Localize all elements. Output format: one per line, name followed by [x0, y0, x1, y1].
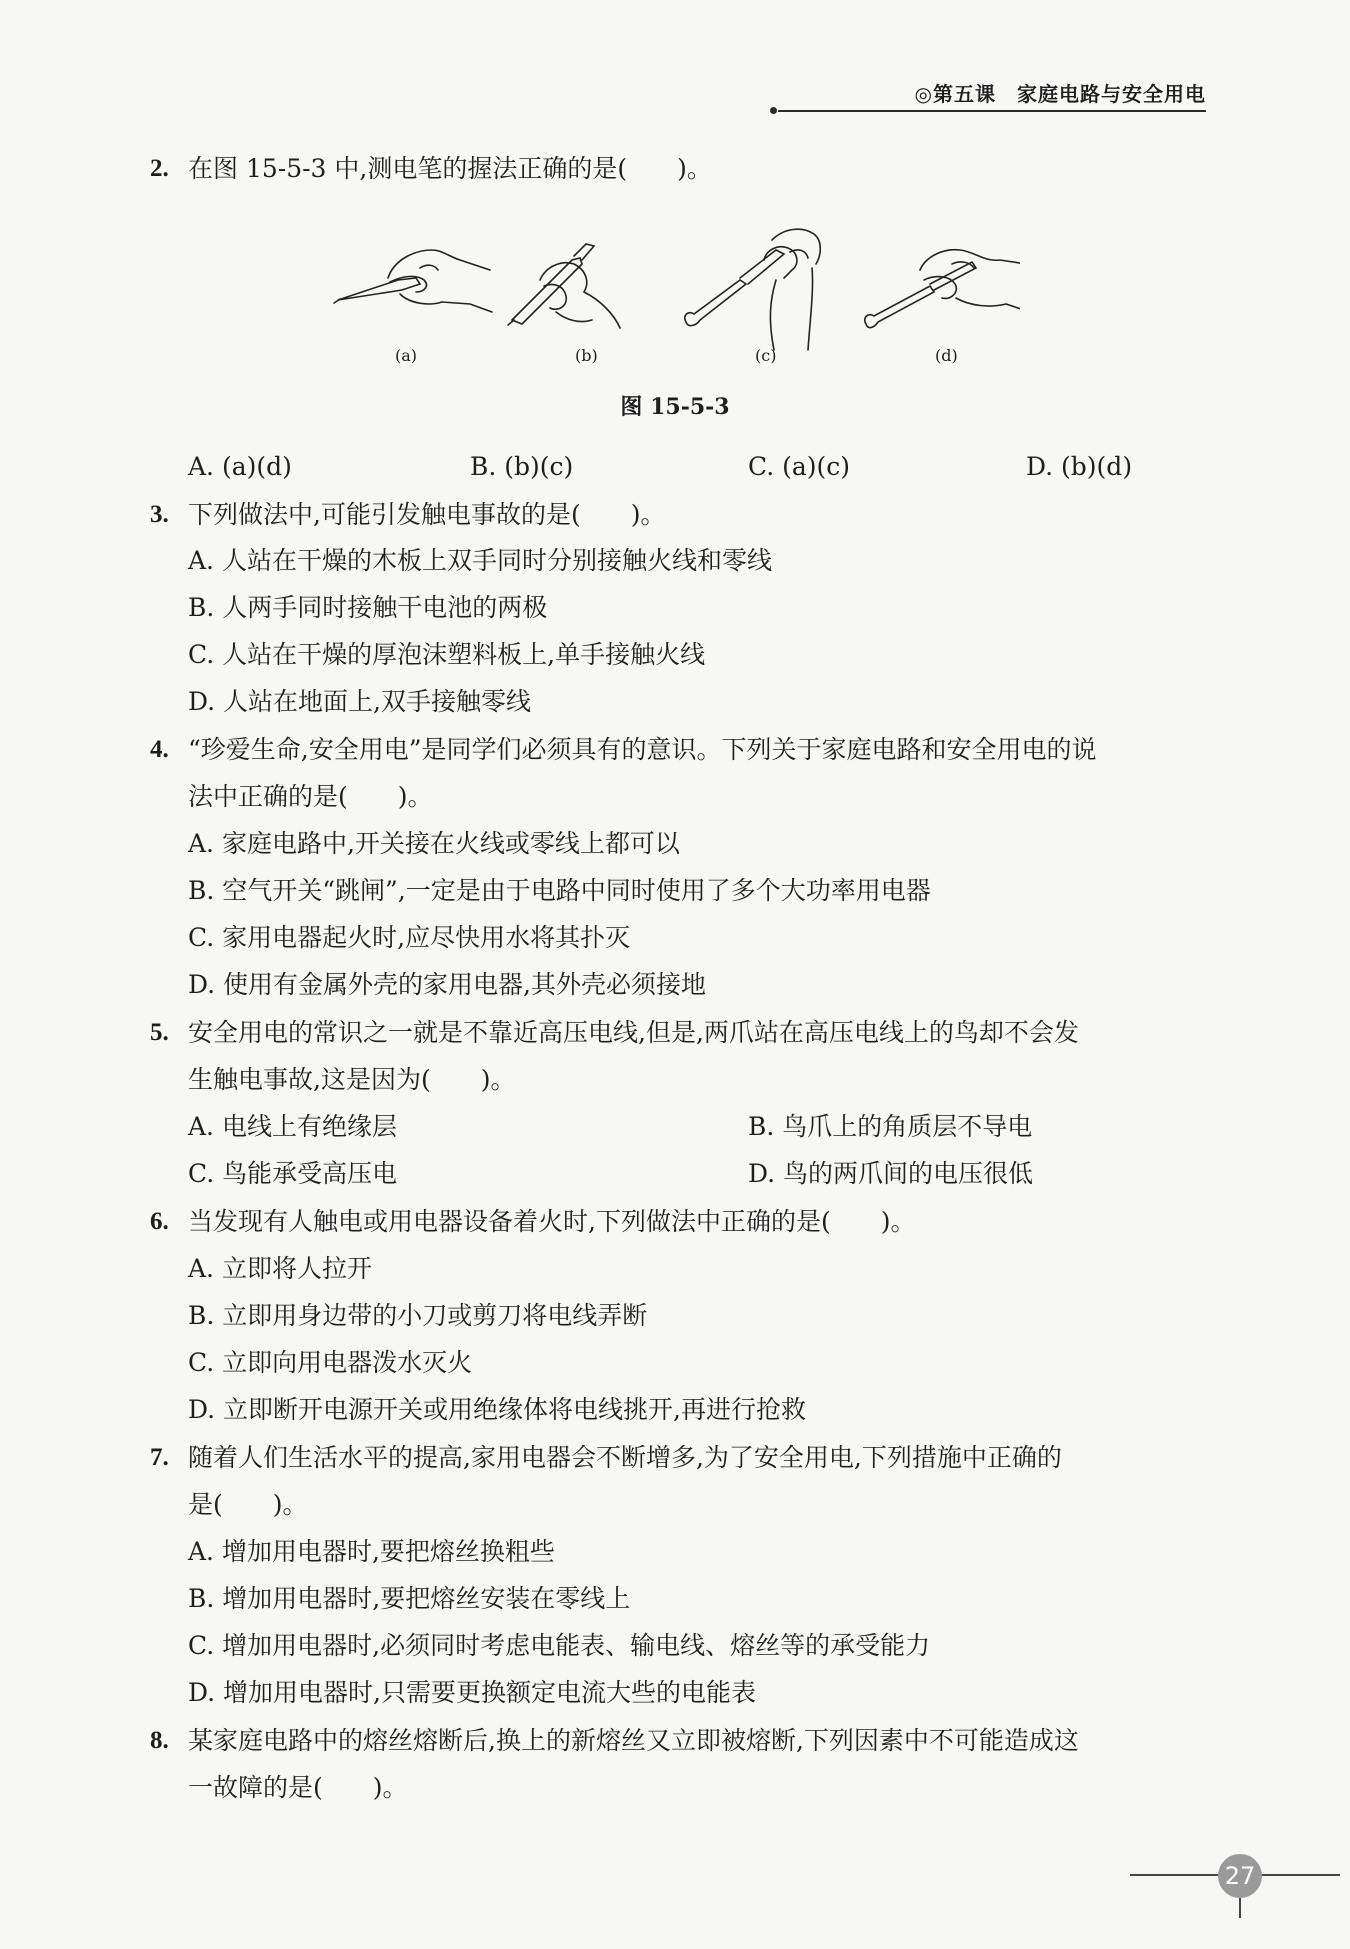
option-b: B. 人两手同时接触干电池的两极 — [188, 593, 548, 622]
page-number: 27 — [1218, 1854, 1262, 1898]
figure-c-illustration — [685, 229, 821, 350]
question-stem: 某家庭电路中的熔丝熔断后,换上的新熔丝又立即被熔断,下列因素中不可能造成这 — [188, 1726, 1079, 1755]
option-c: C. 人站在干燥的厚泡沫塑料板上,单手接触火线 — [188, 640, 706, 669]
question-number: 7. — [150, 1444, 169, 1471]
question-stem-continued: 生触电事故,这是因为( )。 — [188, 1065, 516, 1094]
option-a: A. 增加用电器时,要把熔丝换粗些 — [188, 1537, 555, 1566]
header-rule-dot — [770, 107, 777, 114]
option-a: A. 人站在干燥的木板上双手同时分别接触火线和零线 — [188, 546, 772, 575]
question-stem: “珍爱生命,安全用电”是同学们必须具有的意识。下列关于家庭电路和安全用电的说 — [188, 735, 1097, 764]
option-c: C. 家用电器起火时,应尽快用水将其扑灭 — [188, 923, 631, 952]
option-d: D. (b)(d) — [1026, 452, 1133, 481]
question-number: 2. — [150, 155, 169, 182]
option-d: D. 人站在地面上,双手接触零线 — [188, 687, 531, 716]
figure-d-illustration — [865, 250, 1020, 328]
option-d: D. 鸟的两爪间的电压很低 — [748, 1159, 1034, 1188]
question-stem: 随着人们生活水平的提高,家用电器会不断增多,为了安全用电,下列措施中正确的 — [188, 1443, 1062, 1472]
figure-title: 图 15-5-3 — [620, 394, 730, 420]
question-stem-continued: 一故障的是( )。 — [188, 1773, 408, 1802]
tester-pen-figure — [320, 220, 1020, 370]
page-header — [770, 78, 1206, 118]
option-a: A. 家庭电路中,开关接在火线或零线上都可以 — [188, 829, 680, 858]
option-a: A. (a)(d) — [188, 452, 292, 481]
question-stem: 安全用电的常识之一就是不靠近高压电线,但是,两爪站在高压电线上的鸟却不会发 — [188, 1018, 1079, 1047]
option-a: A. 电线上有绝缘层 — [188, 1112, 397, 1141]
option-b: B. 空气开关“跳闸”,一定是由于电路中同时使用了多个大功率用电器 — [188, 876, 931, 905]
question-number: 4. — [150, 736, 169, 763]
option-c: C. 立即向用电器泼水灭火 — [188, 1348, 473, 1377]
question-stem: 在图 15-5-3 中,测电笔的握法正确的是( )。 — [188, 154, 712, 183]
figure-caption-c: (c) — [755, 346, 777, 365]
question-number: 6. — [150, 1208, 169, 1235]
question-number: 5. — [150, 1019, 169, 1046]
option-b: B. 立即用身边带的小刀或剪刀将电线弄断 — [188, 1301, 648, 1330]
question-stem-continued: 是( )。 — [188, 1490, 308, 1519]
option-d: D. 立即断开电源开关或用绝缘体将电线挑开,再进行抢救 — [188, 1395, 806, 1424]
question-number: 3. — [150, 501, 169, 528]
option-b: B. 增加用电器时,要把熔丝安装在零线上 — [188, 1584, 631, 1613]
header-rule — [778, 110, 1206, 112]
option-b: B. (b)(c) — [470, 452, 574, 481]
option-c: C. (a)(c) — [748, 452, 851, 481]
option-b: B. 鸟爪上的角质层不导电 — [748, 1112, 1033, 1141]
figure-caption-a: (a) — [395, 346, 418, 365]
question-stem-continued: 法中正确的是( )。 — [188, 782, 433, 811]
figure-a-illustration — [334, 250, 492, 312]
figure-caption-b: (b) — [575, 346, 598, 365]
question-number: 8. — [150, 1727, 169, 1754]
option-a: A. 立即将人拉开 — [188, 1254, 372, 1283]
option-d: D. 增加用电器时,只需要更换额定电流大些的电能表 — [188, 1678, 756, 1707]
page-number-marker — [1130, 1850, 1340, 1910]
option-c: C. 增加用电器时,必须同时考虑电能表、输电线、熔丝等的承受能力 — [188, 1631, 931, 1660]
question-stem: 当发现有人触电或用电器设备着火时,下列做法中正确的是( )。 — [188, 1207, 916, 1236]
option-d: D. 使用有金属外壳的家用电器,其外壳必须接地 — [188, 970, 706, 999]
figure-b-illustration — [508, 244, 620, 328]
hand-holding-pen-illustrations — [320, 220, 1020, 370]
chapter-title: ◎第五课 家庭电路与安全用电 — [914, 82, 1206, 106]
option-c: C. 鸟能承受高压电 — [188, 1159, 398, 1188]
question-stem: 下列做法中,可能引发触电事故的是( )。 — [188, 500, 666, 529]
figure-caption-d: (d) — [935, 346, 958, 365]
